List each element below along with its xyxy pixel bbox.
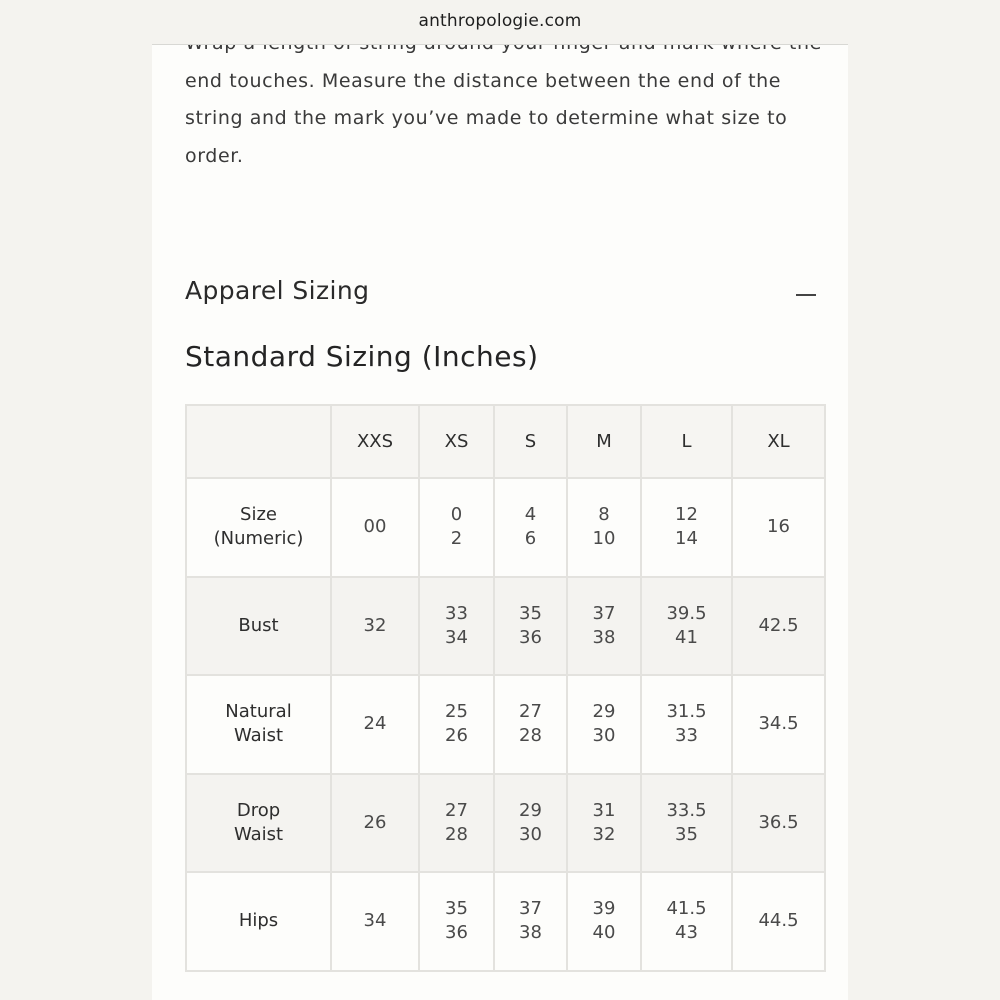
table-row (186, 478, 825, 577)
cell-value: 42.5 (758, 614, 799, 636)
table-cell (419, 872, 494, 971)
table-cell (641, 774, 732, 873)
cell-value: 36.5 (758, 811, 799, 833)
cell-value: 39 (592, 898, 616, 920)
row-label-line: Waist (233, 823, 284, 845)
cell-value: 28 (519, 725, 542, 747)
table-cell (641, 872, 732, 971)
table-cell (331, 675, 419, 774)
cell-value: 41 (675, 626, 698, 648)
measuring-instructions: end touches. Measure the distance between the end of the string and the mark you’ve made to determine what size to order. (185, 69, 788, 167)
cell-value: 6 (524, 528, 537, 550)
cell-value: 31 (592, 799, 616, 821)
cell-value: 16 (767, 516, 790, 538)
table-cell (331, 872, 419, 971)
table-cell (419, 675, 494, 774)
cell-value: 37 (519, 898, 542, 920)
row-label-line: Natural (225, 701, 292, 723)
table-cell (494, 577, 567, 676)
row-label-line: Drop (236, 799, 281, 821)
table-cell (331, 774, 419, 873)
table-cell (732, 478, 825, 577)
cell-value: 34 (445, 626, 468, 648)
cell-value: 10 (592, 528, 616, 550)
cell-value: 30 (519, 823, 542, 845)
table-cell (494, 478, 567, 577)
cell-value: 34.5 (758, 713, 799, 735)
cell-value: 37 (592, 602, 616, 624)
row-label-line: Bust (238, 614, 279, 636)
table-cell (494, 774, 567, 873)
table-cell (567, 478, 641, 577)
column-header: L (641, 405, 732, 478)
table-cell (641, 577, 732, 676)
column-header: XXS (331, 405, 419, 478)
cell-value: 0 (450, 504, 463, 526)
cell-value: 36 (445, 922, 468, 944)
cell-value: 29 (519, 799, 542, 821)
table-title: Standard Sizing (Inches) (185, 340, 539, 373)
minus-icon[interactable] (789, 274, 817, 306)
row-label (186, 774, 331, 873)
table-cell (732, 872, 825, 971)
table-cell (641, 675, 732, 774)
row-label (186, 872, 331, 971)
accordion-title[interactable]: Apparel Sizing (185, 276, 370, 305)
column-header: M (567, 405, 641, 478)
cell-value: 33.5 (666, 799, 707, 821)
column-header: XL (732, 405, 825, 478)
cell-value: 24 (363, 713, 387, 735)
cell-value: 12 (675, 504, 698, 526)
row-label (186, 577, 331, 676)
table-cell (732, 774, 825, 873)
table-cell (494, 872, 567, 971)
table-cell (567, 774, 641, 873)
table-row (186, 774, 825, 873)
cell-value: 38 (592, 626, 616, 648)
column-header (186, 405, 331, 478)
column-header: XS (419, 405, 494, 478)
cell-value: 35 (445, 898, 468, 920)
table-cell (419, 478, 494, 577)
cell-value: 40 (592, 922, 616, 944)
table-cell (567, 675, 641, 774)
cell-value: 00 (363, 516, 387, 538)
cell-value: 26 (445, 725, 468, 747)
cell-value: 33 (675, 725, 698, 747)
cell-value: 28 (445, 823, 468, 845)
cell-value: 36 (519, 626, 542, 648)
cell-value: 25 (445, 701, 468, 723)
cell-value: 33 (445, 602, 468, 624)
table-cell (494, 675, 567, 774)
apparel-sizing-accordion[interactable] (185, 272, 817, 312)
cell-value: 38 (519, 922, 542, 944)
table-cell (419, 577, 494, 676)
cell-value: 2 (450, 528, 463, 550)
table-cell (331, 478, 419, 577)
cell-value: 43 (675, 922, 698, 944)
cell-value: 39.5 (666, 602, 707, 624)
cell-value: 4 (524, 504, 537, 526)
size-chart-table (185, 404, 826, 972)
row-label-line: (Numeric) (213, 528, 304, 550)
cell-value: 8 (598, 504, 610, 526)
column-header: S (494, 405, 567, 478)
cell-value: 30 (592, 725, 616, 747)
row-label-line: Hips (238, 910, 279, 932)
cell-value: 32 (363, 614, 387, 636)
cell-value: 26 (363, 811, 387, 833)
table-header-row (186, 405, 825, 478)
table-cell (419, 774, 494, 873)
cell-value: 27 (445, 799, 468, 821)
row-label (186, 478, 331, 577)
table-row (186, 872, 825, 971)
row-label-line: Waist (233, 725, 284, 747)
cell-value: 41.5 (666, 898, 707, 920)
cell-value: 35 (675, 823, 698, 845)
cell-value: 14 (675, 528, 698, 550)
table-cell (641, 478, 732, 577)
row-label (186, 675, 331, 774)
table-cell (331, 577, 419, 676)
cell-value: 29 (592, 701, 616, 723)
cell-value: 31.5 (666, 701, 707, 723)
cell-value: 32 (592, 823, 616, 845)
row-label-line: Size (240, 504, 277, 526)
divider (152, 44, 848, 45)
table-cell (567, 872, 641, 971)
size-guide-page (152, 44, 848, 1000)
cell-value: 35 (519, 602, 542, 624)
cell-value: 34 (363, 910, 387, 932)
table-cell (732, 577, 825, 676)
cell-value: 27 (519, 701, 542, 723)
cell-value: 44.5 (758, 910, 799, 932)
table-row (186, 577, 825, 676)
table-row (186, 675, 825, 774)
table-cell (732, 675, 825, 774)
url-text[interactable]: anthropologie.com (418, 11, 582, 31)
table-cell (567, 577, 641, 676)
browser-address-bar[interactable] (0, 0, 1000, 44)
